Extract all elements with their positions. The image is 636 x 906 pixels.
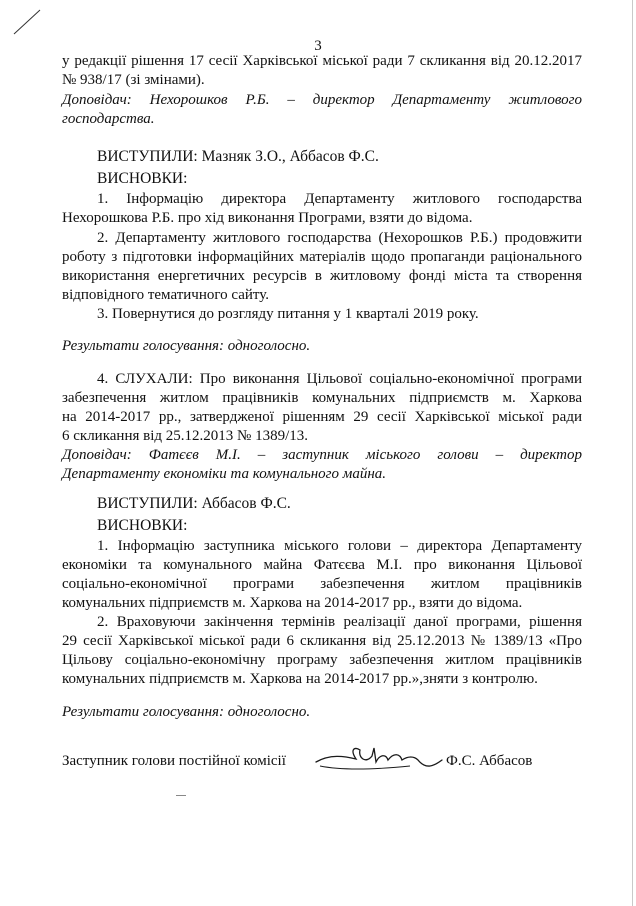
conclusion-4-2-line-2: 29 сесії Харківської міської ради 6 скликання від 25.12.2013 № 1389/13 «Про	[62, 633, 582, 649]
conclusion-4-1-line-2: економіки та комунального майна Фатєєва М.І. про виконання Цільової	[62, 557, 582, 573]
conclusion-4-2-line-1: 2. Враховуючи закінчення термінів реалізації даної програми, рішення	[97, 614, 582, 630]
heard-line-1: 4. СЛУХАЛИ: Про виконання Цільової соціально-економічної програми	[97, 371, 582, 387]
intro-line-1: у редакції рішення 17 сесії Харківської міської ради 7 скликання від 20.12.2017	[62, 53, 582, 69]
heard-line-4: 6 скликання від 25.12.2013 № 1389/13.	[62, 428, 308, 444]
conclusion-4-1-line-3: соціально-економічної програми забезпечення житлом працівників	[62, 576, 582, 592]
vote-result-4: Результати голосування: одноголосно.	[62, 704, 311, 720]
signatory-title: Заступник голови постійної комісії	[62, 753, 286, 769]
speaker-line-2: господарства.	[62, 111, 155, 127]
conclusion-3-1-line-2: Нехорошкова Р.Б. про хід виконання Програми, взяти до відома.	[62, 210, 473, 226]
conclusion-4-2-line-4: комунальних підприємств м. Харкова на 2014-2017 рр.»,зняти з контролю.	[62, 671, 538, 687]
conclusion-3-2-line-1: 2. Департаменту житлового господарства (Нехорошков Р.Б.) продовжити	[97, 230, 582, 246]
conclusion-3-2-line-4: відповідного тематичного сайту.	[62, 287, 270, 303]
spoke-heading-3: ВИСТУПИЛИ: Мазняк З.О., Аббасов Ф.С.	[97, 148, 379, 165]
conclusion-4-2-line-3: Цільову соціально-економічну програму забезпечення житлом працівників	[62, 652, 582, 668]
speaker-line-1: Доповідач: Нехорошков Р.Б. – директор Департаменту житлового	[62, 92, 582, 108]
conclusion-3-1-line-1: 1. Інформацію директора Департаменту житлового господарства	[97, 191, 582, 207]
conclusions-heading-4: ВИСНОВКИ:	[97, 517, 188, 534]
vote-result-3: Результати голосування: одноголосно.	[62, 338, 311, 354]
conclusion-3-2-line-3: використання енергетичних ресурсів в житловому фонді міста та створення	[62, 268, 582, 284]
conclusions-heading-3: ВИСНОВКИ:	[97, 170, 188, 187]
speaker-4-line-1: Доповідач: Фатєєв М.І. – заступник міського голови – директор	[62, 447, 582, 463]
heard-line-3: на 2014-2017 рр., затвердженої рішенням 29 сесії Харківської міської ради	[62, 409, 582, 425]
scan-speck	[176, 795, 186, 796]
signatory-name: Ф.С. Аббасов	[446, 753, 533, 769]
conclusion-4-1-line-1: 1. Інформацію заступника міського голови – директора Департаменту	[97, 538, 582, 554]
speaker-4-line-2: Департаменту економіки та комунального майна.	[62, 466, 387, 482]
heard-line-2: забезпечення житлом працівників комунальних підприємств м. Харкова	[62, 390, 582, 406]
conclusion-3-3: 3. Повернутися до розгляду питання у 1 кварталі 2019 року.	[97, 306, 479, 322]
page-number: 3	[314, 38, 322, 54]
conclusion-4-1-line-4: комунальних підприємств м. Харкова на 2014-2017 рр., взяти до відома.	[62, 595, 523, 611]
intro-line-2: № 938/17 (зі змінами).	[62, 72, 205, 88]
scan-edge	[632, 0, 633, 906]
conclusion-3-2-line-2: роботу з підготовки інформаційних матеріалів щодо пропаганди раціонального	[62, 249, 582, 265]
corner-stroke-mark	[0, 0, 60, 40]
handwritten-signature	[310, 740, 460, 780]
spoke-heading-4: ВИСТУПИЛИ: Аббасов Ф.С.	[97, 495, 291, 512]
